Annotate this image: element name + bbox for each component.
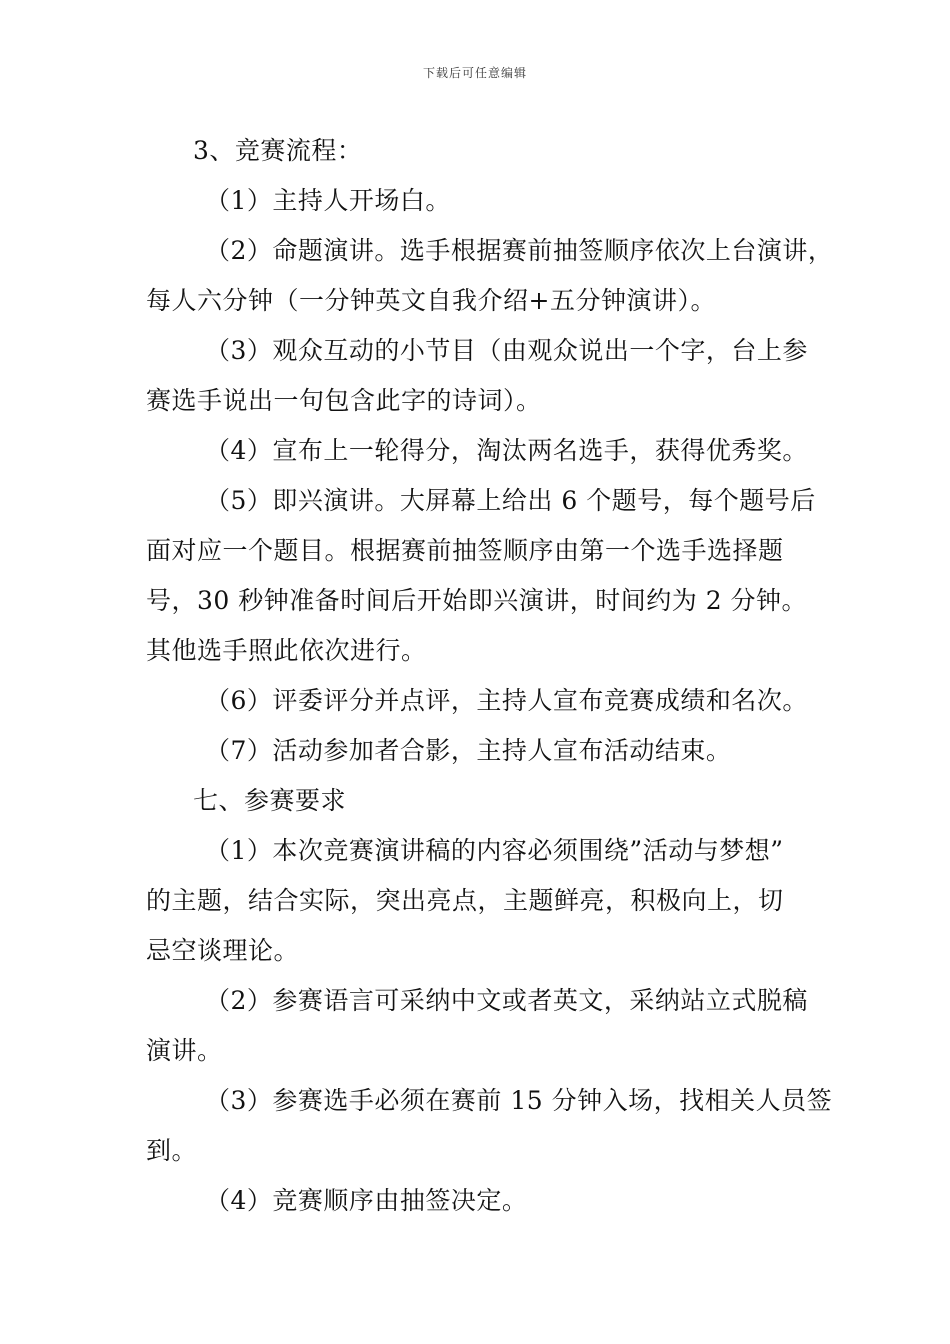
paragraph-line: 赛选手说出一句包含此字的诗词）。 <box>146 386 542 415</box>
paragraph-line: （3）观众互动的小节目（由观众说出一个字，台上参 <box>205 336 808 365</box>
section-heading-requirements: 七、参赛要求 <box>193 786 347 815</box>
paragraph-line: （6）评委评分并点评，主持人宣布竞赛成绩和名次。 <box>205 686 808 715</box>
paragraph-line: 号，30 秒钟准备时间后开始即兴演讲，时间约为 2 分钟。 <box>146 586 808 615</box>
paragraph-line: （1）主持人开场白。 <box>205 186 451 215</box>
paragraph-line: 演讲。 <box>146 1036 223 1065</box>
paragraph-line: 每人六分钟（一分钟英文自我介绍+五分钟演讲）。 <box>146 286 716 315</box>
paragraph-line: （5）即兴演讲。大屏幕上给出 6 个题号，每个题号后 <box>205 486 816 515</box>
paragraph-line: （2）命题演讲。选手根据赛前抽签顺序依次上台演讲， <box>205 236 834 265</box>
paragraph-line: 的主题，结合实际，突出亮点，主题鲜亮，积极向上，切 <box>146 886 784 915</box>
paragraph-line: 其他选手照此依次进行。 <box>146 636 427 665</box>
paragraph-line: 忌空谈理论。 <box>146 936 300 965</box>
section-heading-competition-flow: 3、竞赛流程： <box>193 136 363 165</box>
paragraph-line: （4）竞赛顺序由抽签决定。 <box>205 1186 528 1215</box>
paragraph-line: （7）活动参加者合影，主持人宣布活动结束。 <box>205 736 732 765</box>
paragraph-line: （2）参赛语言可采纳中文或者英文，采纳站立式脱稿 <box>205 986 808 1015</box>
paragraph-line: （1）本次竞赛演讲稿的内容必须围绕”活动与梦想” <box>205 836 784 865</box>
paragraph-line: （4）宣布上一轮得分，淘汰两名选手，获得优秀奖。 <box>205 436 808 465</box>
paragraph-line: 面对应一个题目。根据赛前抽签顺序由第一个选手选择题 <box>146 536 784 565</box>
paragraph-line: 到。 <box>146 1136 198 1165</box>
paragraph-line: （3）参赛选手必须在赛前 15 分钟入场，找相关人员签 <box>205 1086 833 1115</box>
page-header: 下载后可任意编辑 <box>422 66 527 80</box>
